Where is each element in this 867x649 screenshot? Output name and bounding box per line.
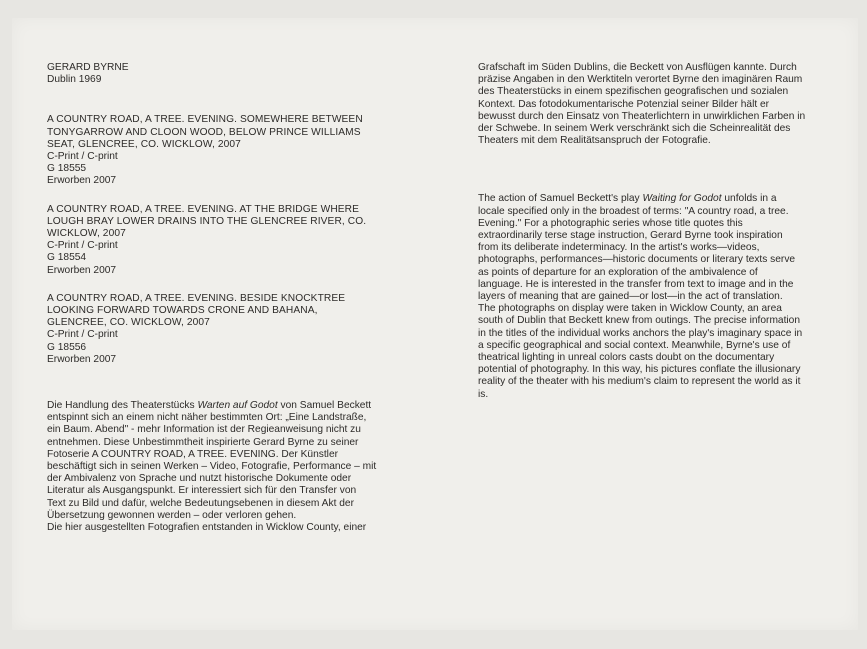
english-text-line: as points of departure for an exploration of the ambivalence of (478, 266, 758, 278)
english-text-line: layers of meaning that are gained—or lost—in the act of translation. (478, 291, 783, 303)
german-text-line: des Theaterstücks in einem spezifischen geografischen und sozialen (478, 86, 789, 98)
english-text-line: is. (478, 388, 489, 400)
work-acquired: Erworben 2007 (47, 264, 117, 276)
artist-origin: Dublin 1969 (47, 74, 102, 86)
work-medium: C-Print / C-print (47, 151, 118, 163)
artist-block (47, 62, 417, 86)
german-text-fragment: Die Handlung des Theaterstücks (47, 400, 198, 412)
german-text-part1 (47, 400, 417, 534)
german-text-line: entspinnt sich an einem nicht näher bestimmten Ort: „Eine Landstraße, (47, 412, 367, 424)
english-text-line: photographs, performances—historic documents or literary texts serve (478, 254, 796, 266)
german-text-part2 (478, 62, 830, 147)
german-text-line: Text zu Bild und dafür, welche Bedeutungsebenen in diesem Akt der (47, 497, 354, 509)
work-inventory: G 18554 (47, 252, 87, 264)
english-text-line: south of Dublin that Beckett knew from outings. The precise information (478, 315, 801, 327)
play-title-en: Waiting for Godot (642, 193, 722, 205)
work-title-line: LOOKING FORWARD TOWARDS CRONE AND BAHANA, (47, 305, 318, 317)
german-text-line: beschäftigt sich in seinen Werken – Video, Fotografie, Performance – mit (47, 461, 377, 473)
english-text-line: The photographs on display were taken in Wicklow County, an area (478, 303, 782, 315)
work-entry-2 (47, 204, 417, 277)
german-text-line: Theaters mit dem Realitätsanspruch der Fotografie. (478, 135, 711, 147)
english-text-line (478, 193, 830, 205)
artist-name: GERARD BYRNE (47, 62, 129, 73)
english-text-line: potential of photography. In this way, his pictures conflate the illusionary (478, 364, 801, 376)
work-title-line: GLENCREE, CO. WICKLOW, 2007 (47, 317, 210, 329)
play-title-de: Warten auf Godot (197, 400, 278, 412)
german-text-line: Grafschaft im Süden Dublins, die Beckett von Ausflügen kannte. Durch (478, 62, 797, 73)
work-title-line: LOUGH BRAY LOWER DRAINS INTO THE GLENCREE RIVER, CO. (47, 215, 367, 227)
work-medium: C-Print / C-print (47, 240, 118, 252)
german-text-line: der Schwebe. In seinem Werk verschränkt sich die Scheinrealität des (478, 123, 791, 135)
english-text-line: a specific geographical and social context. Meanwhile, Byrne's use of (478, 339, 791, 351)
work-entry-1 (47, 114, 417, 187)
left-column (47, 62, 417, 534)
work-inventory: G 18556 (47, 341, 87, 353)
english-text-line: reality of the theater with his medium's claim to represent the world as it (478, 376, 801, 388)
german-text-line (47, 400, 417, 412)
english-text-fragment: The action of Samuel Beckett's play (478, 193, 643, 205)
german-text-line: Übersetzung gewonnen werden – oder verloren gehen. (47, 509, 297, 521)
english-text-line: extraordinarily terse stage instruction, Gerard Byrne took inspiration (478, 230, 783, 242)
german-text-fragment: von Samuel Beckett (277, 400, 372, 412)
german-text-line: ein Baum. Abend" - mehr Information ist der Regieanweisung nicht zu (47, 424, 361, 436)
english-text-line: in the titles of the individual works anchors the play's imaginary space in (478, 327, 803, 339)
german-text-line: Fotoserie A COUNTRY ROAD, A TREE. EVENING. Der Künstler (47, 448, 339, 460)
work-acquired: Erworben 2007 (47, 175, 117, 187)
german-text-line: bewusst durch den Einsatz von Theaterlichtern in unwirklichen Farben in (478, 110, 806, 122)
work-title-line: A COUNTRY ROAD, A TREE. EVENING. SOMEWHERE BETWEEN (47, 114, 363, 126)
german-text-line: Literatur als Ausgangspunkt. Er interessiert sich für den Transfer von (47, 485, 357, 497)
german-text-line: der Ambivalenz von Sprache und nutzt historische Dokumente oder (47, 473, 352, 485)
german-text-line: entnehmen. Diese Unbestimmtheit inspirierte Gerard Byrne zu seiner (47, 436, 359, 448)
work-title-line: A COUNTRY ROAD, A TREE. EVENING. BESIDE KNOCKTREE (47, 292, 346, 304)
english-text-line: locale specified only in the broadest of terms: "A country road, a tree. (478, 205, 789, 217)
work-title-line: SEAT, GLENCREE, CO. WICKLOW, 2007 (47, 138, 241, 150)
english-text-line: from its deliberate indeterminacy. In the artist's works—videos, (478, 242, 760, 254)
english-text-line: language. He is interested in the transfer from text to image and in the (478, 278, 794, 290)
work-inventory: G 18555 (47, 163, 87, 175)
german-text-line: Kontext. Das fotodokumentarische Potenzial seiner Bilder hält er (478, 98, 770, 110)
right-column (478, 62, 830, 401)
work-title-line: A COUNTRY ROAD, A TREE. EVENING. AT THE BRIDGE WHERE (47, 203, 360, 215)
work-title-line: TONYGARROW AND CLOON WOOD, BELOW PRINCE WILLIAMS (47, 126, 361, 138)
english-text-line: Evening." For a photographic series whose title quotes this (478, 217, 743, 229)
work-entry-3 (47, 293, 417, 366)
english-text-fragment: unfolds in a (721, 193, 777, 205)
german-text-line: präzise Angaben in den Werktiteln verortet Byrne den imaginären Raum (478, 74, 803, 86)
german-text-line: Die hier ausgestellten Fotografien entstanden in Wicklow County, einer (47, 522, 367, 534)
english-text-line: theatrical lighting in unreal colors casts doubt on the documentary (478, 352, 775, 364)
work-title-line: WICKLOW, 2007 (47, 228, 126, 240)
work-acquired: Erworben 2007 (47, 353, 117, 365)
work-medium: C-Print / C-print (47, 329, 118, 341)
english-text (478, 193, 830, 400)
